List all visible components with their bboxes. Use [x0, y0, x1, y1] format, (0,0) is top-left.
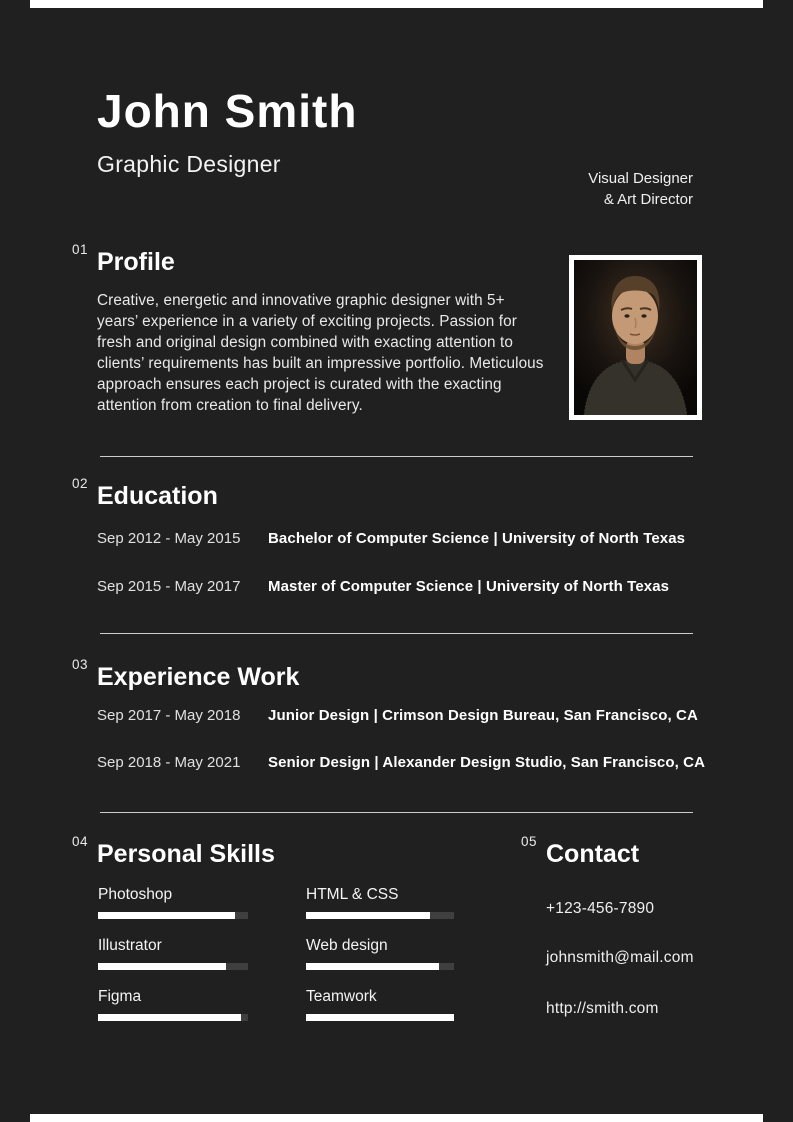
section-title-contact-label: Contact: [546, 840, 640, 868]
experience-detail: Junior Design | Crimson Design Bureau, San Francisco, CA: [268, 707, 698, 724]
tagline-line-2: & Art Director: [603, 191, 693, 208]
section-title-experience: [72, 657, 300, 692]
person-name: John Smith: [97, 85, 358, 137]
person-role: Graphic Designer: [97, 151, 281, 177]
skill-item: [98, 886, 248, 919]
experience-dates: Sep 2018 - May 2021: [97, 754, 241, 771]
bottom-edge-strip: [30, 1114, 763, 1122]
section-title-education: [72, 476, 218, 511]
contact-website[interactable]: http://smith.com: [546, 1000, 659, 1017]
skills-column-left: [98, 886, 248, 1046]
skill-bar-fill: [306, 1014, 454, 1021]
section-title-skills-label: Personal Skills: [97, 840, 275, 868]
skill-bar-fill: [98, 1014, 241, 1021]
skill-bar-track: [306, 1014, 454, 1021]
skill-bar-fill: [98, 912, 235, 919]
skill-bar-track: [306, 963, 454, 970]
section-number-profile: 01: [72, 242, 89, 257]
section-number-contact: 05: [521, 834, 538, 849]
section-title-profile-label: Profile: [97, 248, 175, 276]
skill-bar-fill: [306, 963, 439, 970]
divider: [100, 633, 693, 634]
education-row: [97, 578, 717, 595]
portrait-photo-illustration: [574, 260, 697, 415]
divider: [100, 456, 693, 457]
portrait-photo: [569, 255, 702, 420]
skill-item: [98, 937, 248, 970]
experience-detail: Senior Design | Alexander Design Studio, San Francisco, CA: [268, 754, 706, 771]
section-title-contact: [521, 834, 640, 869]
contact-phone[interactable]: +123-456-7890: [546, 900, 655, 917]
section-title-profile: [72, 242, 175, 277]
skill-item: [306, 988, 454, 1021]
divider: [100, 812, 693, 813]
skill-item: [98, 988, 248, 1021]
skill-item: [306, 937, 454, 970]
tagline: [588, 168, 693, 210]
skill-label: Illustrator: [98, 937, 162, 954]
skill-label: Web design: [306, 937, 388, 954]
skill-item: [306, 886, 454, 919]
skill-label: Photoshop: [98, 886, 173, 903]
education-dates: Sep 2012 - May 2015: [97, 530, 241, 547]
section-title-skills: [72, 834, 275, 869]
skill-bar-track: [98, 912, 248, 919]
contact-email[interactable]: johnsmith@mail.com: [546, 949, 694, 966]
experience-row: [97, 707, 717, 724]
section-title-experience-label: Experience Work: [97, 663, 300, 691]
skill-label: Figma: [98, 988, 142, 1005]
education-dates: Sep 2015 - May 2017: [97, 578, 241, 595]
skill-bar-track: [98, 963, 248, 970]
section-number-education: 02: [72, 476, 89, 491]
profile-summary-text: Creative, energetic and innovative graphic designer with 5+ years’ experience in a variety of exciting projects. Passion for fresh and original design combined with exacting attention to clients’ requirements has built an impressive portfolio. Meticulous approach ensures each project is curated with the exacting attention from creation to final delivery.: [97, 292, 544, 414]
skill-label: HTML & CSS: [306, 886, 399, 903]
education-detail: Master of Computer Science | University of North Texas: [268, 578, 670, 595]
education-row: [97, 530, 717, 547]
skill-bar-track: [98, 1014, 248, 1021]
experience-dates: Sep 2017 - May 2018: [97, 707, 241, 724]
tagline-line-1: Visual Designer: [588, 170, 693, 187]
top-edge-strip: [30, 0, 763, 8]
skills-column-right: [306, 886, 454, 1046]
skill-bar-fill: [98, 963, 226, 970]
section-title-education-label: Education: [97, 482, 218, 510]
experience-row: [97, 754, 717, 771]
skill-label: Teamwork: [306, 988, 377, 1005]
skill-bar-track: [306, 912, 454, 919]
section-number-experience: 03: [72, 657, 89, 672]
section-number-skills: 04: [72, 834, 89, 849]
skill-bar-fill: [306, 912, 430, 919]
education-detail: Bachelor of Computer Science | University of North Texas: [268, 530, 686, 547]
